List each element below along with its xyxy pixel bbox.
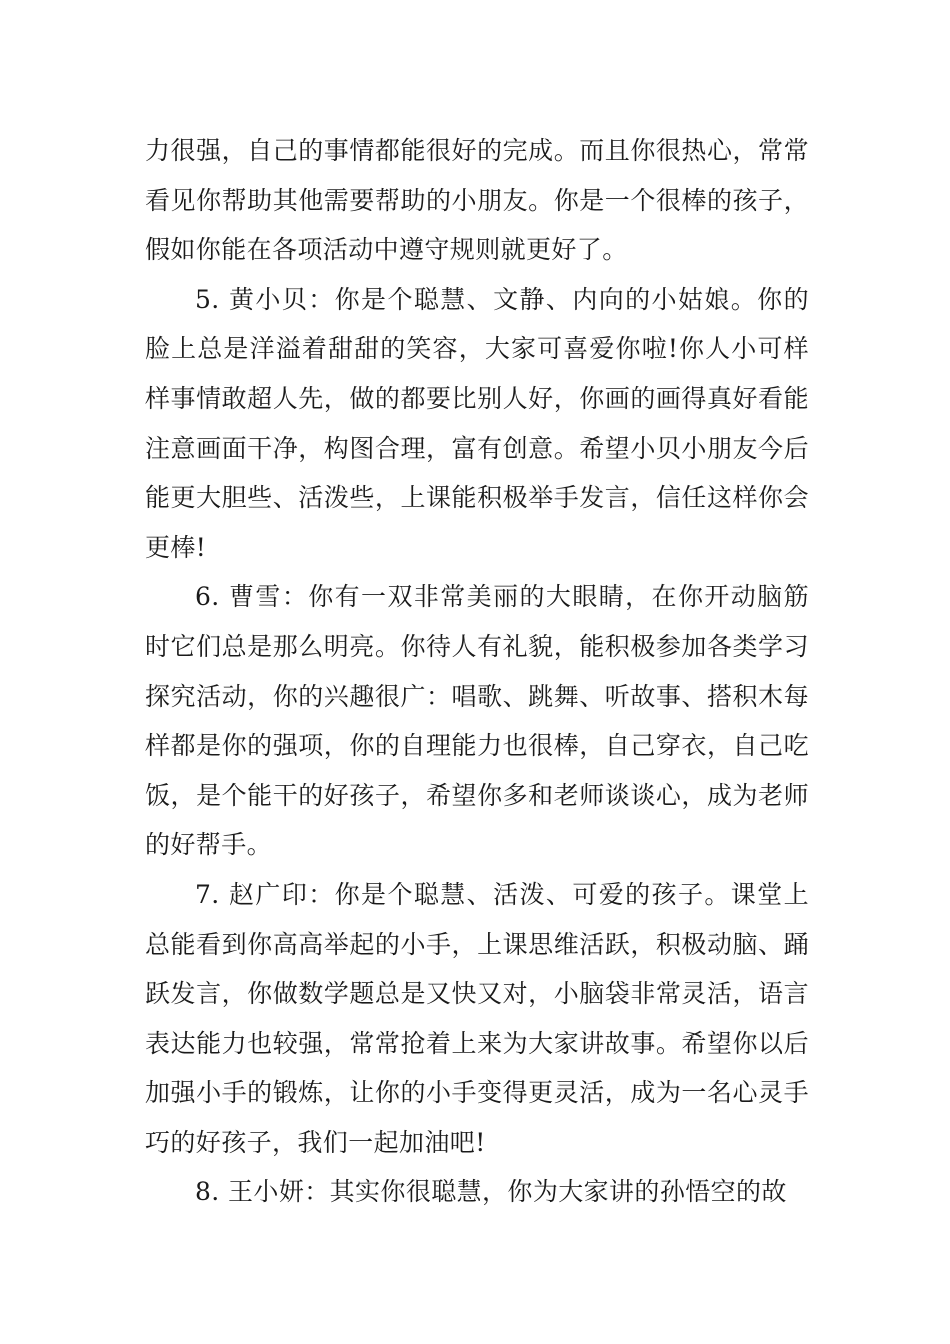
paragraph-item-7 [145,870,809,1168]
item-number: 6. [195,582,220,612]
paragraph-text: 王小妍：其实你很聪慧，你为大家讲的孙悟空的故 [228,1177,787,1207]
paragraph-continued [145,126,809,275]
paragraph-item-8 [145,1167,809,1217]
paragraph-text: 曹雪：你有一双非常美丽的大眼睛，在你开动脑筋时它们总是那么明亮。你待人有礼貌，能积极参加各类学习探究活动，你的兴趣很广：唱歌、跳舞、听故事、搭积木每样都是你的强项，你的自理能力也很棒，自己穿衣，自己吃饭，是个能干的好孩子，希望你多和老师谈谈心，成为老师的好帮手。 [145,582,809,860]
paragraph-item-5 [145,275,809,573]
item-number: 5. [195,284,220,314]
paragraph-text: 黄小贝：你是个聪慧、文静、内向的小姑娘。你的脸上总是洋溢着甜甜的笑容，大家可喜爱你啦!你人小可样样事情敢超人先，做的都要比别人好，你画的画得真好看能注意画面干净，构图合理，富有创意。希望小贝小朋友今后能更大胆些、活泼些，上课能积极举手发言，信任这样你会更棒! [145,284,809,562]
item-number: 8. [195,1177,220,1207]
paragraph-text: 赵广印：你是个聪慧、活泼、可爱的孩子。课堂上总能看到你高高举起的小手，上课思维活跃，积极动脑、踊跃发言，你做数学题总是又快又对，小脑袋非常灵活，语言表达能力也较强，常常抢着上来为大家讲故事。希望你以后加强小手的锻炼，让你的小手变得更灵活，成为一名心灵手巧的好孩子，我们一起加油吧! [145,879,809,1157]
item-number: 7. [195,879,220,909]
document-body [145,126,809,1217]
paragraph-text: 力很强，自己的事情都能很好的完成。而且你很热心，常常看见你帮助其他需要帮助的小朋友。你是一个很棒的孩子，假如你能在各项活动中遵守规则就更好了。 [145,136,809,265]
paragraph-item-6 [145,572,809,870]
